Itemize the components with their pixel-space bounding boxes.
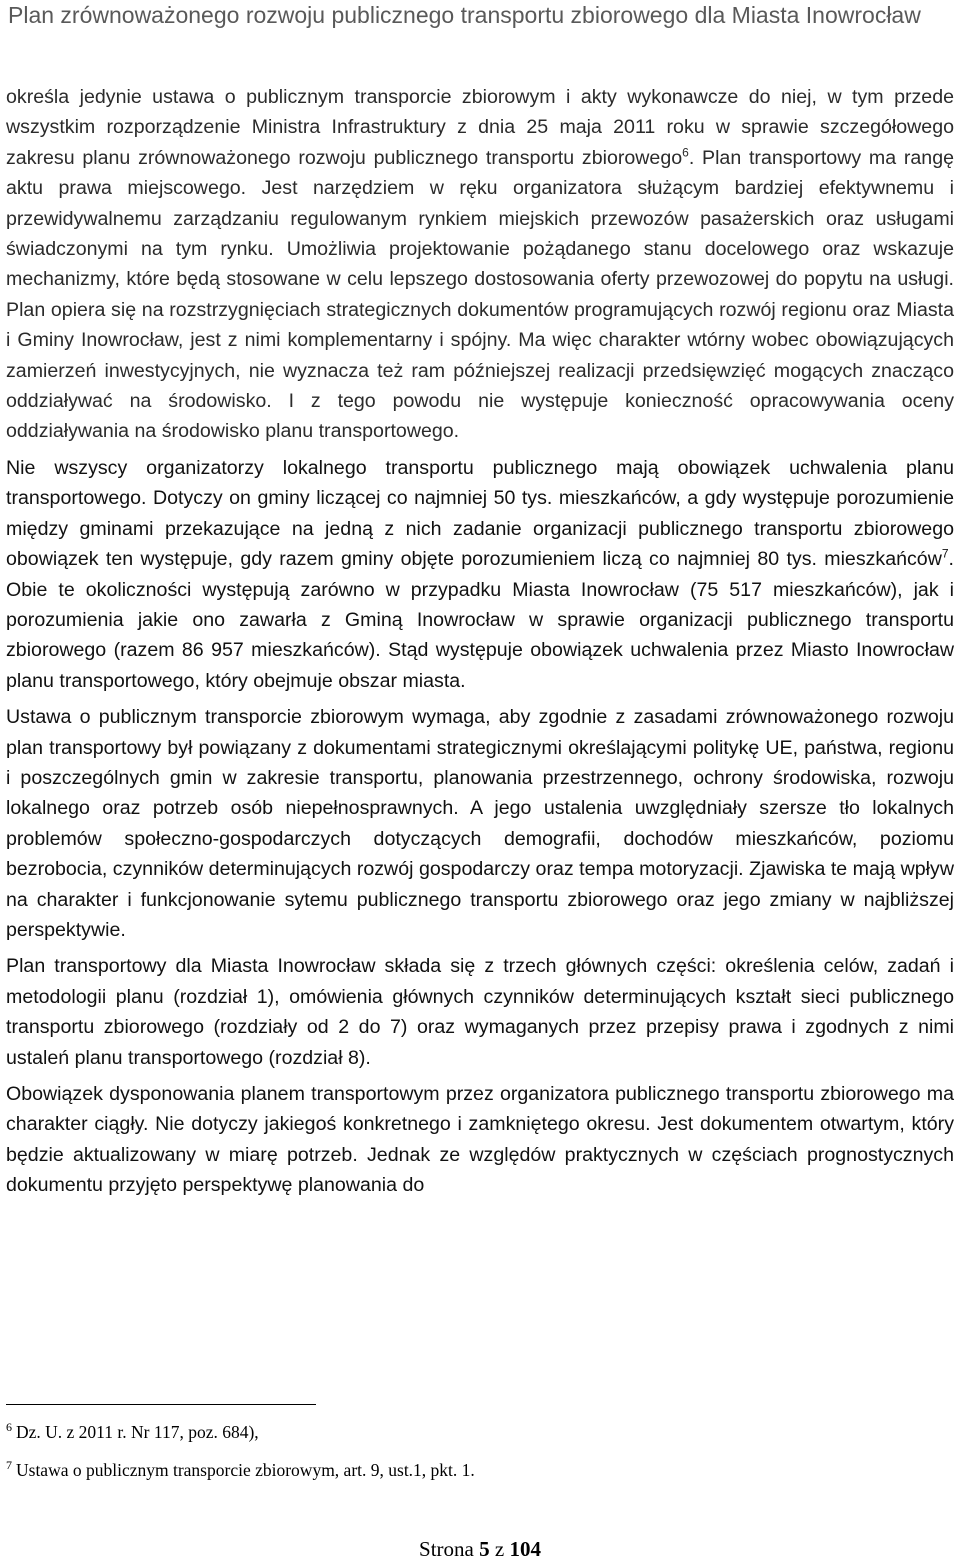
paragraph-text: Obowiązek dysponowania planem transportowym przez organizatora publicznego transportu zbiorowego ma charakter ciągły. Nie dotyczy jakiegoś konkretnego i zamkniętego okresu. Jest dokumentem otwartym, który będzie aktualizowany w miarę potrzeb. Jednak ze względów praktycznych w częściach prognostycznych dokumentu przyjęto perspektywę planowania do [6,1083,954,1197]
paragraph-text-tail: . Obie te okoliczności występują zarówno w przypadku Miasta Inowrocław (75 517 mieszkańców), jak i porozumienia jakie ono zawarła z Gminą Inowrocław w sprawie organizacji publicznego transportu zbiorowego (razem 86 957 mieszkańców). Stąd występuje obowiązek uchwalenia przez Miasto Inowrocław planu transportowego, który obejmuje obszar miasta. [6,548,954,692]
current-page: 5 [479,1537,490,1561]
page-of-label: z [489,1537,510,1561]
paragraph-text: Nie wszyscy organizatorzy lokalnego transportu publicznego mają obowiązek uchwalenia planu transportowego. Dotyczy on gminy liczącej co najmniej 50 tys. mieszkańców, a gdy występuje porozumienie między gminami przekazujące na jedną z nich zadanie organizacji publicznego transportu zbiorowego obowiązek ten występuje, gdy razem gminy objęte porozumieniem liczą co najmniej 80 tys. mieszkańców [6,456,954,571]
paragraph-3 [6,702,954,945]
page-number [0,1536,960,1562]
footnotes [6,1415,906,1491]
footnote-number: 6 [6,1420,12,1434]
document-body [6,82,954,1207]
paragraph-1 [6,82,954,447]
footnote-text: Ustawa o publicznym transporcie zbiorowym, art. 9, ust.1, pkt. 1. [16,1459,475,1480]
paragraph-5 [6,1079,954,1201]
footnote-separator [6,1404,316,1405]
document-title: Plan zrównoważonego rozwoju publicznego transportu zbiorowego dla Miasta Inowrocław [8,2,921,28]
footnote-ref-7[interactable]: 7 [941,546,949,561]
paragraph-text-tail: . Plan transportowy ma rangę aktu prawa miejscowego. Jest narzędziem w ręku organizatora służącym bardziej efektywnemu i przewidywalnemu zarządzaniu regulowanym rynkiem miejskich przewozów pasażerskich oraz usługami świadczonymi na tym rynku. Umożliwia projektowanie pożądanego stanu docelowego oraz wskazuje mechanizmy, które będą stosowane w celu lepszego dostosowania oferty przewozowej do popytu na usługi. Plan opiera się na rozstrzygnięciach strategicznych dokumentów programujących rozwój regionu oraz Miasta i Gminy Inowrocław, jest z nimi komplementarny i spójny. Ma więc charakter wtórny wobec obowiązujących zamierzeń inwestycyjnych, nie wyznacza też ram późniejszej realizacji przedsięwzięć mogących znacząco oddziaływać na środowisko. I z tego powodu nie występuje konieczność opracowywania oceny oddziaływania na środowisko planu transportowego. [6,146,955,443]
footnote-6 [6,1415,906,1453]
footnote-ref-6[interactable]: 6 [682,145,689,160]
paragraph-text: Plan transportowy dla Miasta Inowrocław składa się z trzech głównych części: określenia celów, zadań i metodologii planu (rozdział 1), omówienia głównych czynników determinujących kształt sieci publicznego transportu zbiorowego (rozdziały od 2 do 7) oraz wymaganych przez przepisy prawa i zgodnych z nimi ustaleń planu transportowego (rozdział 8). [6,955,954,1069]
footnote-text: Dz. U. z 2011 r. Nr 117, poz. 684), [16,1421,259,1442]
total-pages: 104 [509,1537,541,1561]
footnote-7 [6,1453,906,1491]
paragraph-text: Ustawa o publicznym transporcie zbiorowym wymaga, aby zgodnie z zasadami zrównoważonego rozwoju plan transportowy był powiązany z dokumentami strategicznymi określającymi politykę UE, państwa, regionu i poszczególnych gmin w zakresie transportu, planowania przestrzennego, ochrony środowiska, rozwoju lokalnego oraz potrzeb osób niepełnosprawnych. A jego ustalenia uwzględniały szersze tło lokalnych problemów społeczno-gospodarczych dotyczących demografii, dochodów mieszkańców, poziomu bezrobocia, czynników determinujących rozwój gospodarczy oraz tempa motoryzacji. Zjawiska te mają wpływ na charakter i funkcjonowanie sytemu publicznego transportu zbiorowego oraz jego zmiany w najbliższej perspektywie. [6,706,954,941]
page-label: Strona [419,1537,480,1561]
paragraph-4 [6,951,954,1073]
running-header [8,0,953,30]
footnote-number: 7 [6,1458,12,1472]
paragraph-text: określa jedynie ustawa o publicznym transporcie zbiorowym i akty wykonawcze do niej, w tym przede wszystkim rozporządzenie Ministra Infrastruktury z dnia 25 maja 2011 roku w sprawie szczegółowego zakresu planu zrównoważonego rozwoju publicznego transportu zbiorowego [6,86,954,169]
paragraph-2 [6,453,954,696]
